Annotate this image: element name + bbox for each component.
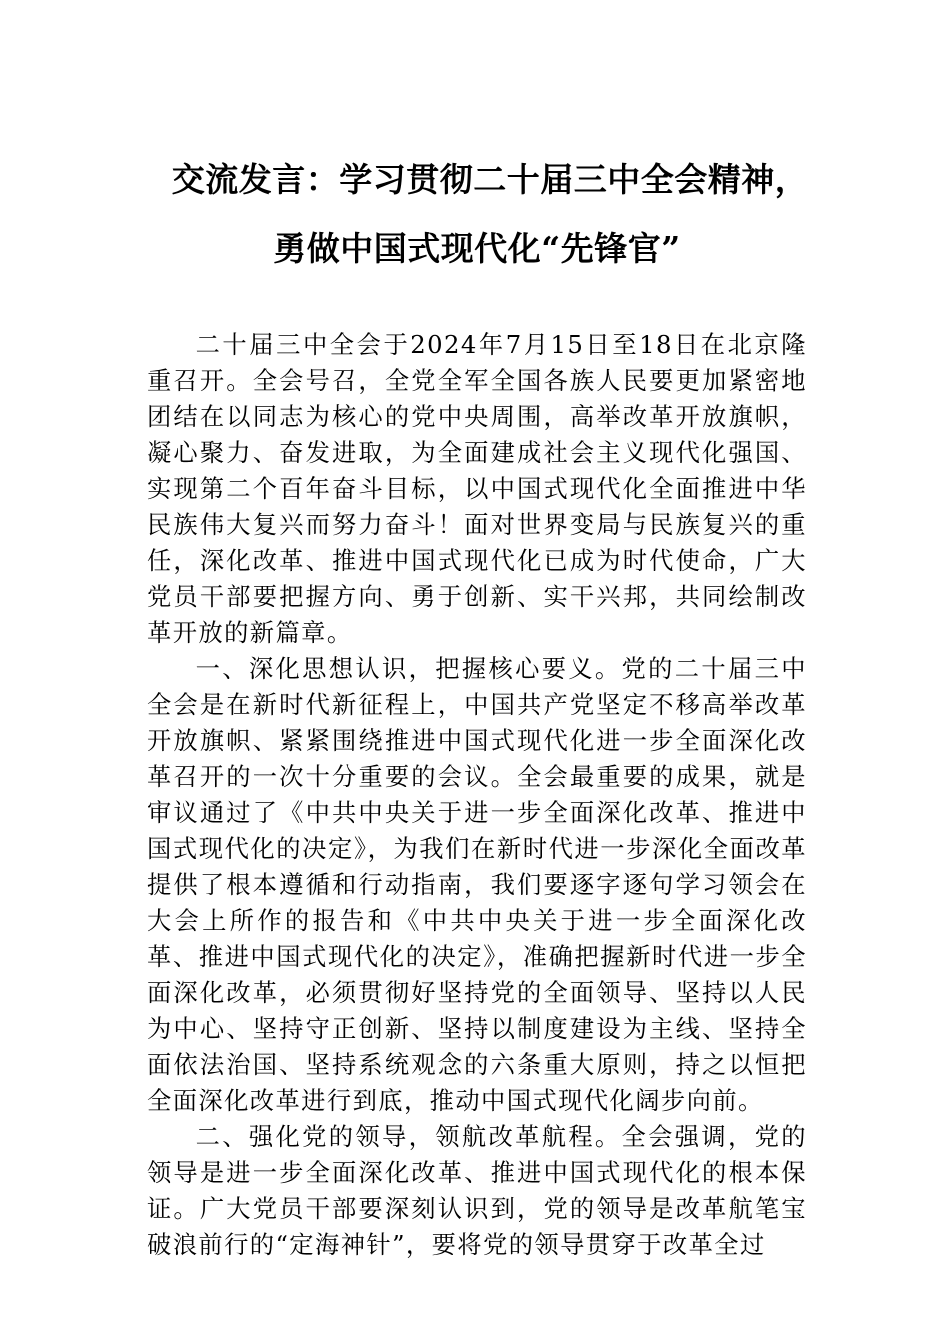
title-line-1: 交流发言：学习贯彻二十届三中全会精神， xyxy=(171,160,809,199)
paragraph-section-2: 二、强化党的领导，领航改革航程。全会强调，党的领导是进一步全面深化改革、推进中国式现代化的根本保证。广大党员干部要深刻认识到，党的领导是改革航笔宝破浪前行的“定海神针”，要将党的领导贯穿于改革全过 xyxy=(147,1122,807,1259)
title-line-2: 勇做中国式现代化“先锋官” xyxy=(273,229,681,268)
paragraph-section-1: 一、深化思想认识，把握核心要义。党的二十届三中全会是在新时代新征程上，中国共产党坚定不移高举改革开放旗帜、紧紧围绕推进中国式现代化进一步全面深化改革召开的一次十分重要的会议。全会最重要的成果，就是审议通过了《中共中央关于进一步全面深化改革、推进中国式现代化的决定》，为我们在新时代进一步深化全面改革提供了根本遵循和行动指南，我们要逐字逐句学习领会在大会上所作的报告和《中共中央关于进一步全面深化改革、推进中国式现代化的决定》，准确把握新时代进一步全面深化改革，必须贯彻好坚持党的全面领导、坚持以人民为中心、坚持守正创新、坚持以制度建设为主线、坚持全面依法治国、坚持系统观念的六条重大原则，持之以恒把全面深化改革进行到底，推动中国式现代化阔步向前。 xyxy=(147,654,807,1115)
document-body xyxy=(147,327,807,1263)
paragraph-intro: 二十届三中全会于2024年7月15日至18日在北京隆重召开。全会号召，全党全军全国各族人民要更加紧密地团结在以同志为核心的党中央周围，高举改革开放旗帜，凝心聚力、奋发进取，为全面建成社会主义现代化强国、实现第二个百年奋斗目标，以中国式现代化全面推进中华民族伟大复兴而努力奋斗！面对世界变局与民族复兴的重任，深化改革、推进中国式现代化已成为时代使命，广大党员干部要把握方向、勇于创新、实干兴邦，共同绘制改革开放的新篇章。 xyxy=(147,330,807,647)
document-title xyxy=(0,158,950,271)
